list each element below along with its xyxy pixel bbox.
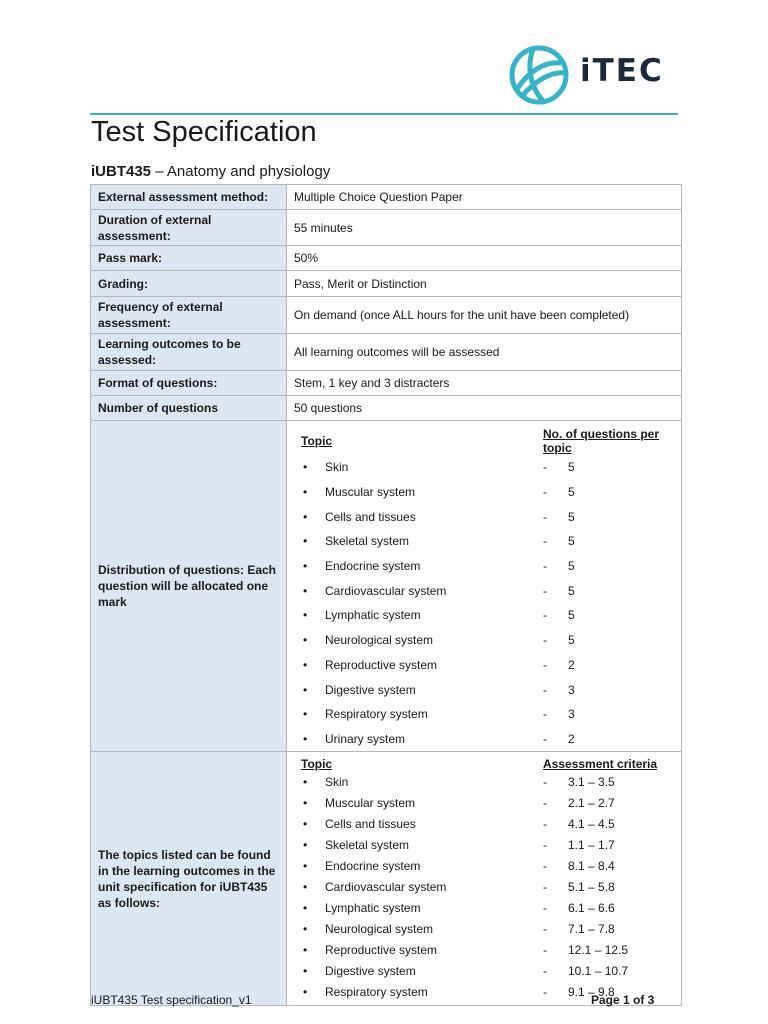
topic-name: Skin [325, 460, 349, 475]
topic-value: 5 [568, 608, 575, 623]
list-item [294, 480, 674, 505]
list-item [294, 554, 674, 579]
bullet-icon: • [303, 509, 308, 524]
table-row [91, 297, 682, 334]
topic-name: Neurological system [325, 921, 434, 936]
criteria-label: The topics listed can be found in the learning outcomes in the unit specification for iUBT435 as follows: [91, 752, 287, 1006]
dash-icon: - [543, 795, 547, 810]
dash-icon: - [543, 921, 547, 936]
list-item [294, 792, 674, 813]
bullet-icon: • [303, 559, 308, 574]
topic-name: Digestive system [325, 963, 416, 978]
distribution-list [294, 427, 674, 751]
bullet-icon: • [303, 534, 308, 549]
list-item [294, 918, 674, 939]
topic-value: 6.1 – 6.6 [568, 900, 615, 915]
topic-value: 5 [568, 534, 575, 549]
dash-icon: - [543, 583, 547, 598]
page-title: Test Specification [91, 116, 317, 148]
topic-name: Respiratory system [325, 707, 428, 722]
bullet-icon: • [303, 774, 308, 789]
topic-value: 2 [568, 657, 575, 672]
row-value: 50% [287, 246, 682, 271]
bullet-icon: • [303, 900, 308, 915]
bullet-icon: • [303, 460, 308, 475]
list-item [294, 855, 674, 876]
row-value: 55 minutes [287, 210, 682, 246]
topic-name: Endocrine system [325, 858, 421, 873]
topic-value: 9.1 – 9.8 [568, 984, 615, 999]
spec-table [90, 184, 682, 1006]
dash-icon: - [543, 731, 547, 746]
dash-icon: - [543, 657, 547, 672]
page-subtitle [91, 163, 330, 180]
bullet-icon: • [303, 633, 308, 648]
topic-name: Cells and tissues [325, 816, 416, 831]
count-header: No. of questions per topic [543, 427, 660, 455]
topic-value: 2.1 – 2.7 [568, 795, 615, 810]
row-label: Pass mark: [91, 246, 287, 271]
dash-icon: - [543, 509, 547, 524]
table-row [91, 271, 682, 297]
dash-icon: - [543, 942, 547, 957]
row-value: All learning outcomes will be assessed [287, 334, 682, 371]
bullet-icon: • [303, 731, 308, 746]
topic-name: Lymphatic system [325, 900, 421, 915]
topic-name: Endocrine system [325, 559, 421, 574]
bullet-icon: • [303, 485, 308, 500]
dash-icon: - [543, 837, 547, 852]
row-value: Stem, 1 key and 3 distracters [287, 371, 682, 396]
row-label: Frequency of external assessment: [91, 297, 287, 334]
criteria-row [91, 752, 682, 1006]
dash-icon: - [543, 707, 547, 722]
topic-value: 4.1 – 4.5 [568, 816, 615, 831]
topic-name: Cells and tissues [325, 509, 416, 524]
distribution-label: Distribution of questions: Each question will be allocated one mark [91, 421, 287, 752]
bullet-icon: • [303, 942, 308, 957]
topic-value: 7.1 – 7.8 [568, 921, 615, 936]
row-label: External assessment method: [91, 185, 287, 210]
list-item [294, 939, 674, 960]
bullet-icon: • [303, 837, 308, 852]
topic-value: 2 [568, 731, 575, 746]
topic-value: 3 [568, 682, 575, 697]
row-label: Duration of external assessment: [91, 210, 287, 246]
dash-icon: - [543, 879, 547, 894]
topic-value: 5.1 – 5.8 [568, 879, 615, 894]
footer-page-number: Page 1 of 3 [591, 993, 655, 1007]
topic-name: Cardiovascular system [325, 879, 447, 894]
unit-name: – Anatomy and physiology [151, 163, 331, 180]
unit-code: iUBT435 [91, 163, 152, 180]
distribution-row [91, 421, 682, 752]
row-value: 50 questions [287, 396, 682, 421]
list-item [294, 504, 674, 529]
table-row [91, 185, 682, 210]
topic-value: 5 [568, 509, 575, 524]
dash-icon: - [543, 485, 547, 500]
row-value: Multiple Choice Question Paper [287, 185, 682, 210]
list-item [294, 455, 674, 480]
bullet-icon: • [303, 608, 308, 623]
list-item [294, 897, 674, 918]
table-row [91, 210, 682, 246]
criteria-list [294, 757, 674, 1002]
dash-icon: - [543, 900, 547, 915]
dash-icon: - [543, 963, 547, 978]
row-label: Learning outcomes to be assessed: [91, 334, 287, 371]
list-item [294, 603, 674, 628]
list-item [294, 578, 674, 603]
bullet-icon: • [303, 963, 308, 978]
topic-name: Skin [325, 774, 349, 789]
topic-value: 3.1 – 3.5 [568, 774, 615, 789]
header-rule [90, 113, 678, 115]
topic-value: 5 [568, 583, 575, 598]
topic-name: Muscular system [325, 795, 416, 810]
topic-name: Reproductive system [325, 942, 438, 957]
list-item [294, 702, 674, 727]
topic-name: Urinary system [325, 731, 406, 746]
list-item [294, 677, 674, 702]
dash-icon: - [543, 633, 547, 648]
list-item [294, 813, 674, 834]
list-item [294, 834, 674, 855]
logo-text: iTEC [580, 53, 664, 89]
topic-value: 3 [568, 707, 575, 722]
dash-icon: - [543, 984, 547, 999]
row-value: On demand (once ALL hours for the unit have been completed) [287, 297, 682, 334]
bullet-icon: • [303, 583, 308, 598]
bullet-icon: • [303, 657, 308, 672]
topic-name: Neurological system [325, 633, 434, 648]
row-label: Number of questions [91, 396, 287, 421]
bullet-icon: • [303, 879, 308, 894]
topic-name: Skeletal system [325, 534, 410, 549]
criteria-header: Assessment criteria [543, 757, 658, 772]
topic-value: 8.1 – 8.4 [568, 858, 615, 873]
footer-doc-name: iUBT435 Test specification_v1 [91, 993, 252, 1007]
topic-header: Topic [301, 757, 333, 772]
dash-icon: - [543, 460, 547, 475]
dash-icon: - [543, 608, 547, 623]
bullet-icon: • [303, 795, 308, 810]
row-label: Grading: [91, 271, 287, 297]
topic-value: 5 [568, 485, 575, 500]
topic-name: Reproductive system [325, 657, 438, 672]
list-item [294, 960, 674, 981]
dash-icon: - [543, 774, 547, 789]
dash-icon: - [543, 559, 547, 574]
topic-name: Lymphatic system [325, 608, 421, 623]
topic-value: 12.1 – 12.5 [568, 942, 629, 957]
row-label: Format of questions: [91, 371, 287, 396]
bullet-icon: • [303, 707, 308, 722]
topic-value: 1.1 – 1.7 [568, 837, 615, 852]
list-item [294, 771, 674, 792]
list-item [294, 727, 674, 752]
bullet-icon: • [303, 816, 308, 831]
list-item [294, 529, 674, 554]
topic-value: 5 [568, 460, 575, 475]
row-value: Pass, Merit or Distinction [287, 271, 682, 297]
list-item [294, 653, 674, 678]
table-row [91, 371, 682, 396]
bullet-icon: • [303, 682, 308, 697]
dash-icon: - [543, 816, 547, 831]
topic-value: 5 [568, 633, 575, 648]
dash-icon: - [543, 858, 547, 873]
topic-name: Muscular system [325, 485, 416, 500]
topic-name: Respiratory system [325, 984, 428, 999]
topic-value: 10.1 – 10.7 [568, 963, 629, 978]
bullet-icon: • [303, 984, 308, 999]
table-row [91, 334, 682, 371]
topic-name: Digestive system [325, 682, 416, 697]
bullet-icon: • [303, 858, 308, 873]
topic-name: Skeletal system [325, 837, 410, 852]
topic-value: 5 [568, 559, 575, 574]
bullet-icon: • [303, 921, 308, 936]
topic-header: Topic [301, 434, 333, 448]
topic-name: Cardiovascular system [325, 583, 447, 598]
list-item [294, 628, 674, 653]
dash-icon: - [543, 534, 547, 549]
list-item [294, 876, 674, 897]
dash-icon: - [543, 682, 547, 697]
table-row [91, 396, 682, 421]
table-row [91, 246, 682, 271]
